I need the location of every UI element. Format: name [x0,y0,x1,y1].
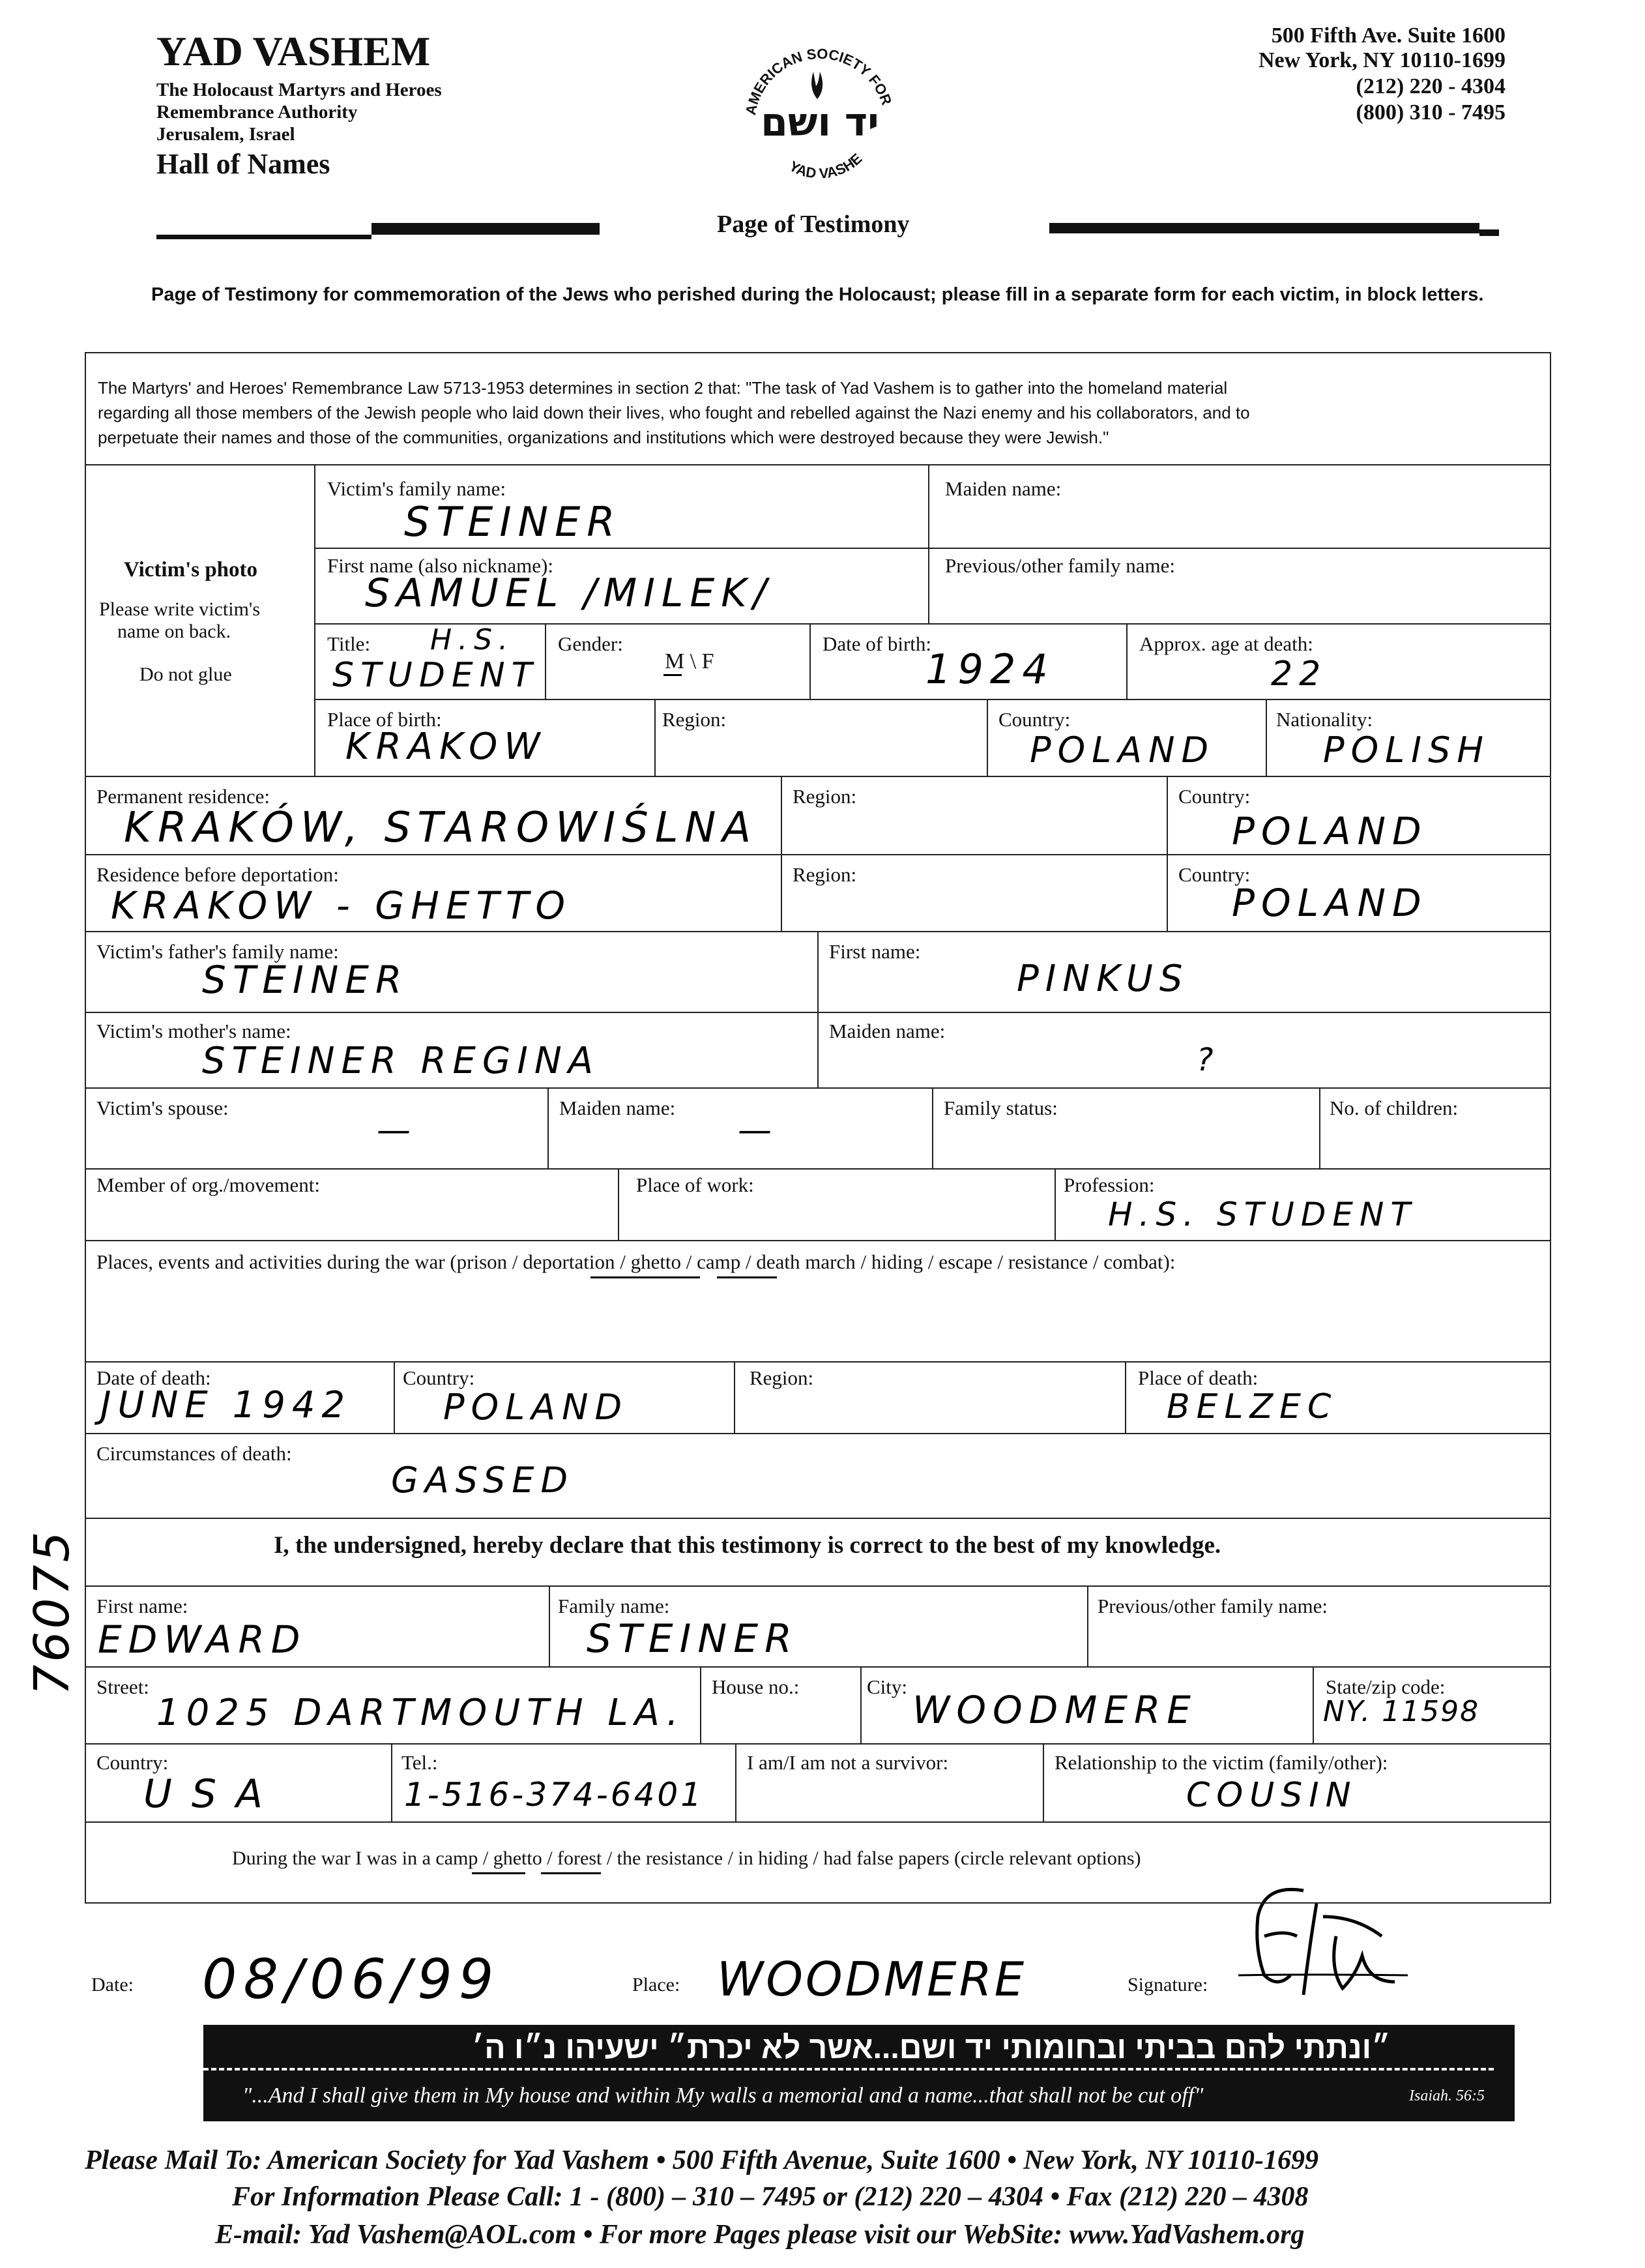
deportation-underline [590,1276,700,1278]
label-sub-first: First name: [96,1595,188,1617]
label-sub-country: Country: [96,1751,169,1774]
gender-m-underline [663,674,682,676]
col-house-no [700,1666,701,1743]
label-death-region: Region: [750,1366,814,1389]
rule-c [314,699,1551,700]
victim-res-country: POLAND [1232,881,1428,925]
col-spouse-maiden [547,1087,549,1168]
label-state-zip: State/zip code: [1326,1675,1446,1698]
form-title: Page of Testimony [717,211,910,238]
label-relationship: Relationship to the victim (family/other): [1055,1751,1388,1774]
submitter-first-name: EDWARD [98,1617,307,1662]
submitter-tel: 1-516-374-6401 [404,1776,705,1814]
victim-res-before: KRAKOW - GHETTO [111,883,572,928]
col-perm-country [1167,776,1168,931]
header-rule-right-thin [1479,229,1499,236]
label-street: Street: [96,1675,149,1698]
label-res-country: Country: [1178,863,1251,886]
address-line-3: (212) 220 - 4304 [1356,74,1506,98]
victim-circumstances: GASSED [391,1460,575,1501]
footer-line-1: Please Mail To: American Society for Yad Vashem • 500 Fifth Avenue, Suite 1600 • New York, NY 10110-1699 [85,2145,1319,2175]
banner-rule [203,2068,1494,2070]
victim-title-2: STUDENT [332,656,539,695]
victim-age: 22 [1271,655,1328,694]
header-rule-right-thick [1049,223,1479,233]
victim-spouse: — [377,1111,417,1150]
col-perm-region [781,776,782,931]
victim-family-name: STEINER [404,498,622,546]
label-prev-family: Previous/other family name: [945,554,1175,577]
header-rule-left-thick [371,223,600,235]
col-pob-region [654,699,656,776]
label-death-country: Country: [403,1366,475,1389]
victim-place-of-death: BELZEC [1167,1387,1338,1426]
rule-l [85,1433,1551,1434]
rule-n [85,1585,1551,1587]
label-res-region: Region: [793,863,857,886]
label-pob: Place of birth: [327,708,442,731]
org-line-1: The Holocaust Martyrs and Heroes [156,80,442,100]
law-line-2: regarding all those members of the Jewish people who laid down their lives, who fought and rebelled against the Nazi enemy and his collaborators, and to [98,403,1250,422]
rule-m [85,1518,1551,1519]
rule-d [85,776,1551,777]
label-perm-res: Permanent residence: [96,785,270,808]
photo-title: Victim's photo [124,558,258,582]
submitter-family-name: STEINER [587,1616,798,1662]
quote-banner [203,2025,1515,2121]
banner-hebrew: ״ונתתי להם בביתי ובחומותי יד ושם...אשר לא יכרת״ ישעיהו נ״ו ה׳ [471,2031,1391,2065]
footer-line-3: E-mail: Yad Vashem@AOL.com • For more Pages please visit our WebSite: www.YadVashem.org [215,2220,1305,2250]
victim-dod: JUNE 1942 [100,1384,352,1426]
rule-h [85,1087,1551,1089]
label-first-name: First name (also nickname): [327,554,553,577]
label-title: Title: [327,632,371,655]
submitter-date: 08/06/99 [202,1947,501,2011]
org-line-4: Hall of Names [156,148,330,180]
col-dob [809,623,811,699]
submitter-relationship: COUSIN [1186,1776,1358,1815]
svg-text:AMERICAN SOCIETY FOR: AMERICAN SOCIETY FOR [742,45,895,117]
victim-mother-name: STEINER REGINA [202,1040,600,1082]
col-city [860,1666,862,1743]
ghetto-underline [717,1276,777,1278]
address-line-1: 500 Fifth Ave. Suite 1600 [1271,23,1506,48]
law-line-1: The Martyrs' and Heroes' Remembrance Law 5713-1953 determines in section 2 that: "The task of Yad Vashem is to gather into the homeland material [98,378,1228,398]
rule-p [85,1743,1551,1745]
label-perm-region: Region: [793,785,857,808]
camp-underline [472,1872,525,1874]
rule-j [85,1240,1551,1241]
submitter-street: 1025 DARTMOUTH LA. [156,1692,685,1734]
address-line-4: (800) 310 - 7495 [1356,100,1506,125]
label-sub-family: Family name: [558,1595,670,1617]
victim-mother-maiden: ? [1197,1042,1220,1078]
submitter-state-zip: NY. 11598 [1323,1695,1480,1728]
col-place-of-work [618,1168,619,1240]
label-survivor: I am/I am not a survivor: [747,1751,949,1774]
side-number: 76075 [24,1529,80,1696]
victim-profession: H.S. STUDENT [1108,1196,1417,1233]
address-line-2: New York, NY 10110-1699 [1258,48,1506,72]
submitter-place: WOODMERE [717,1952,1027,2007]
label-place: Place: [632,1974,680,1996]
col-profession [1055,1168,1056,1240]
label-pob-country: Country: [998,708,1071,731]
banner-reference: Isaiah. 56:5 [1409,2087,1485,2104]
label-age: Approx. age at death: [1139,632,1313,655]
label-family-status: Family status: [944,1097,1058,1119]
col-death-country [394,1361,395,1433]
label-member-org: Member of org./movement: [96,1173,320,1196]
victim-first-name: SAMUEL /MILEK/ [365,570,773,616]
submitter-city: WOODMERE [912,1688,1197,1732]
photo-note-3: Do not glue [139,664,232,685]
label-res-before: Residence before deportation: [96,863,339,886]
label-city: City: [867,1675,908,1698]
label-house-no: House no.: [712,1675,800,1698]
victim-spouse-maiden: — [738,1111,778,1150]
victim-perm-country: POLAND [1232,809,1428,853]
intro-text: Page of Testimony for commemoration of the Jews who perished during the Holocaust; please fill in a separate form for each victim, in block letters. [151,284,1484,305]
col-maiden [928,464,929,623]
col-relationship [1043,1743,1044,1821]
col-father-first [817,931,819,1087]
rule-k [85,1361,1551,1362]
victim-father-family: STEINER [202,958,409,1002]
col-sub-family [549,1585,550,1666]
col-place-of-death [1125,1361,1126,1433]
org-line-2: Remembrance Authority [156,102,358,123]
footer-line-2: For Information Please Call: 1 - (800) – 310 – 7495 or (212) 220 – 4304 • Fax (212) 220 – 4308 [232,2182,1309,2212]
label-nationality: Nationality: [1276,708,1373,731]
org-title: YAD VASHEM [156,28,431,74]
rule-law [85,464,1551,465]
banner-english: "...And I shall give them in My house and within My walls a memorial and a name...that shall not be cut off" [242,2084,1204,2108]
rule-a [314,548,1551,549]
label-family-name: Victim's family name: [327,477,506,500]
label-sub-prev: Previous/other family name: [1098,1595,1328,1617]
label-spouse-maiden: Maiden name: [559,1097,676,1119]
logo-hebrew: יד ושם [761,100,879,145]
header-rule-left-thin [156,235,371,239]
submitter-country: USA [143,1771,283,1817]
col-gender [545,623,546,699]
label-dob: Date of birth: [822,632,932,655]
victim-dob: 1924 [925,645,1055,693]
victim-nationality: POLISH [1323,729,1490,771]
label-father-first: First name: [829,940,921,963]
form-frame [85,352,1551,1904]
label-dod: Date of death: [96,1366,211,1389]
label-circumstances: Circumstances of death: [96,1442,292,1465]
law-line-3: perpetuate their names and those of the communities, organizations and institutions which were destroyed because they were Jewish." [98,428,1109,447]
label-perm-country: Country: [1178,785,1251,808]
rule-g [85,1012,1551,1013]
ghetto-underline-2 [541,1872,601,1874]
label-mother-maiden: Maiden name: [829,1020,946,1042]
victim-title-1: H.S. [430,623,514,656]
col-tel [391,1743,392,1821]
photo-note-2: name on back. [117,621,231,642]
org-line-3: Jerusalem, Israel [156,124,295,145]
label-date: Date: [91,1974,134,1996]
label-mother-name: Victim's mother's name: [96,1020,291,1042]
victim-father-first: PINKUS [1017,958,1189,1000]
svg-text:YAD VASHEM: YAD VASHE [786,150,866,182]
col-children [1319,1087,1320,1168]
col-sub-prev [1087,1585,1088,1666]
rule-o [85,1666,1551,1668]
declaration-text: I, the undersigned, hereby declare that this testimony is correct to the best of my knowledge. [274,1532,1221,1559]
victim-pob-country: POLAND [1030,729,1216,771]
col-state-zip [1313,1666,1314,1743]
rule-q [85,1821,1551,1823]
label-place-of-death: Place of death: [1138,1366,1259,1389]
label-children: No. of children: [1330,1097,1459,1119]
col-pob-country [987,699,988,776]
photo-divider [314,464,315,776]
label-places-events: Places, events and activities during the war (prison / deportation / ghetto / camp / death march / hiding / escape / resistance / combat): [96,1250,1176,1273]
victim-death-country: POLAND [443,1387,629,1428]
society-logo [735,26,905,196]
victim-perm-res: KRAKÓW, STAROWIŚLNA [124,804,758,852]
col-family-status [932,1087,933,1168]
label-place-of-work: Place of work: [636,1173,754,1196]
label-pob-region: Region: [662,708,727,731]
label-father-family: Victim's father's family name: [96,940,339,963]
label-maiden-name: Maiden name: [945,477,1062,500]
during-war-text: During the war I was in a camp / ghetto / forest / the resistance / in hiding / had false papers (circle relevant options) [232,1848,1141,1869]
gender-options: M \ F [665,649,714,673]
victim-pob: KRAKOW [345,726,547,768]
rule-e [85,854,1551,855]
col-death-region [734,1361,735,1433]
label-gender: Gender: [558,632,623,655]
signature-mark [1225,1878,1421,2008]
rule-i [85,1168,1551,1170]
label-profession: Profession: [1064,1173,1155,1196]
label-spouse: Victim's spouse: [96,1097,229,1119]
col-survivor [735,1743,736,1821]
col-age [1126,623,1128,699]
label-tel: Tel.: [401,1751,438,1774]
col-nationality [1266,699,1267,776]
photo-note-1: Please write victim's [99,598,261,620]
label-signature: Signature: [1128,1974,1208,1996]
